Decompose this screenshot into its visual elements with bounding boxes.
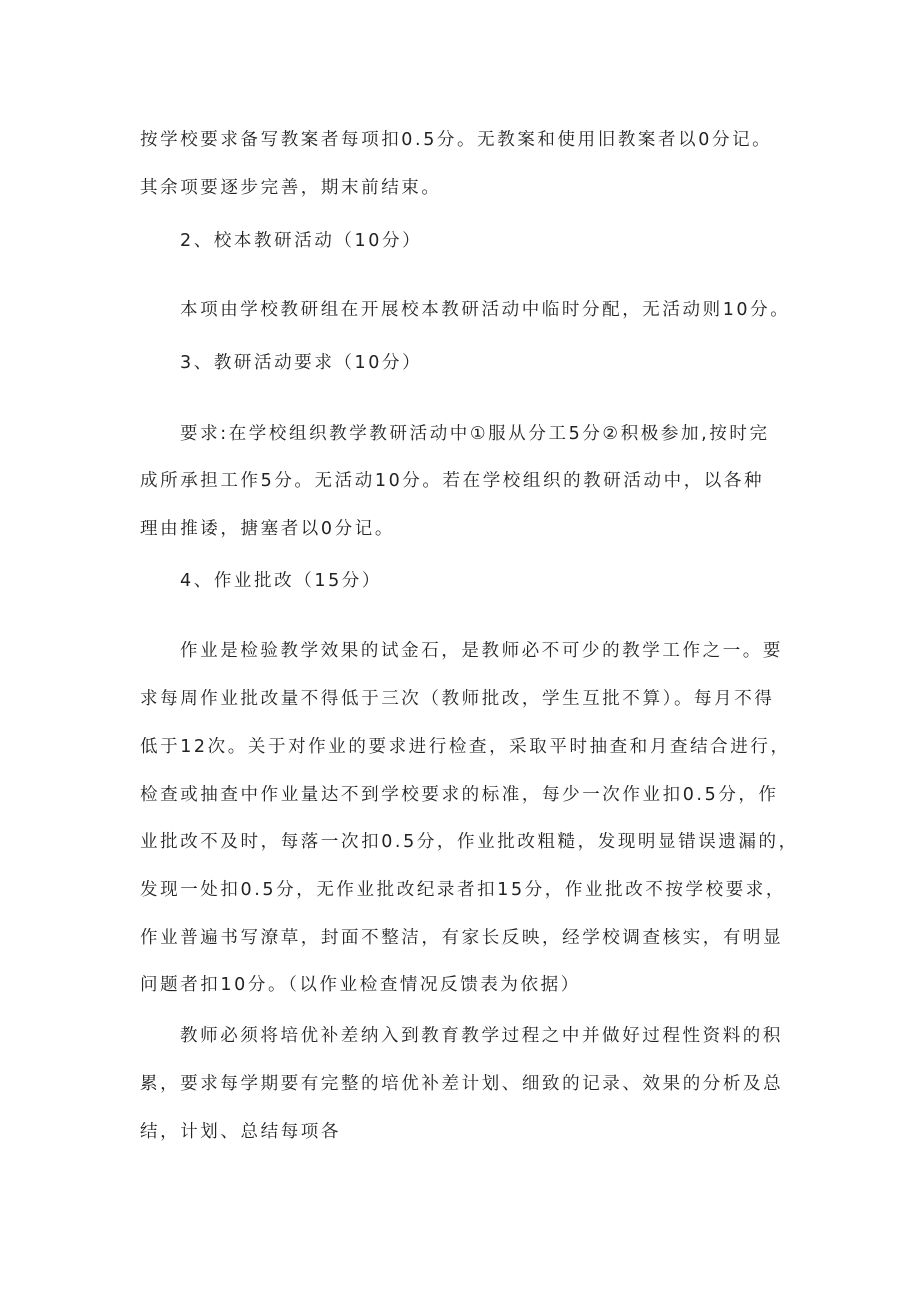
section-3-para-line-2: 成所承担工作5分。无活动10分。若在学校组织的教研活动中，以各种 xyxy=(140,471,765,491)
intro-line-1: 按学校要求备写教案者每项扣0.5分。无教案和使用旧教案者以0分记。 xyxy=(140,130,773,150)
section-heading-3: 3、教研活动要求（10分） xyxy=(180,353,423,373)
section-3-para-line-1: 要求:在学校组织教学教研活动中①服从分工5分②积极参加,按时完 xyxy=(180,424,770,444)
section-3-para-line-3: 理由推诿，搪塞者以0分记。 xyxy=(140,519,395,539)
section-4-para-line-7: 作业普遍书写潦草，封面不整洁，有家长反映，经学校调查核实，有明显 xyxy=(140,928,784,948)
closing-para-line-3: 结，计划、总结每项各 xyxy=(140,1122,341,1142)
section-heading-4: 4、作业批改（15分） xyxy=(180,571,383,591)
intro-line-2: 其余项要逐步完善，期末前结束。 xyxy=(140,178,442,198)
section-4-para-line-6: 发现一处扣0.5分，无作业批改纪录者扣15分，作业批改不按学校要求， xyxy=(140,880,786,900)
section-4-para-line-5: 业批改不及时，每落一次扣0.5分，作业批改粗糙，发现明显错误遗漏的， xyxy=(140,832,799,852)
section-4-para-line-3: 低于12次。关于对作业的要求进行检查，采取平时抽查和月查结合进行， xyxy=(140,737,791,757)
closing-para-line-1: 教师必须将培优补差纳入到教育教学过程之中并做好过程性资料的积 xyxy=(180,1026,783,1046)
section-4-para-line-8: 问题者扣10分。（以作业检查情况反馈表为依据） xyxy=(140,975,581,995)
section-4-para-line-2: 求每周作业批改量不得低于三次（教师批改，学生互批不算）。每月不得 xyxy=(140,689,775,709)
closing-para-line-2: 累，要求每学期要有完整的培优补差计划、细致的记录、效果的分析及总 xyxy=(140,1074,784,1094)
section-heading-2: 2、校本教研活动（10分） xyxy=(180,231,423,251)
section-4-para-line-4: 检查或抽查中作业量达不到学校要求的标准，每少一次作业扣0.5分，作 xyxy=(140,785,779,805)
section-2-para-line-1: 本项由学校教研组在开展校本教研活动中临时分配，无活动则10分。 xyxy=(180,300,791,320)
section-4-para-line-1: 作业是检验教学效果的试金石，是教师必不可少的教学工作之一。要 xyxy=(180,641,783,661)
